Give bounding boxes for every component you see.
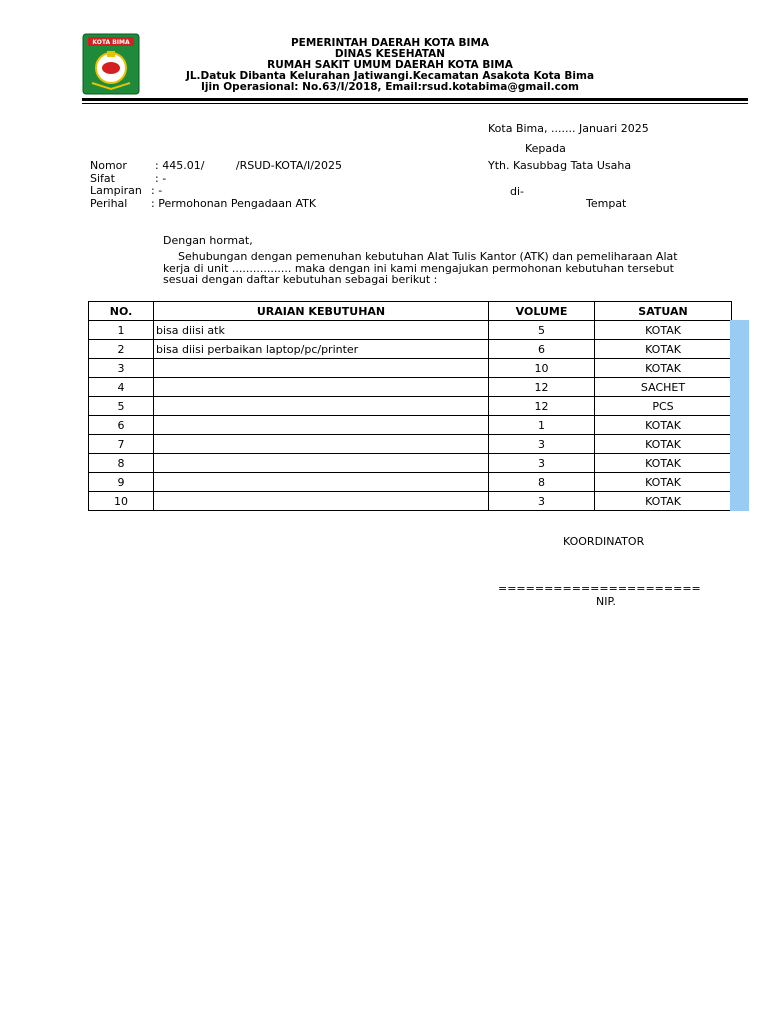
lampiran-label: Lampiran [90, 184, 142, 197]
body-paragraph-line-2: kerja di unit ................. maka dengan ini kami mengajukan permohonan kebutuhan tersebut [163, 262, 674, 275]
table-row [89, 321, 732, 340]
row-number: 7 [89, 435, 154, 454]
lampiran-value: : - [151, 184, 163, 197]
header-government: PEMERINTAH DAERAH KOTA BIMA [290, 37, 490, 49]
table-row [89, 435, 732, 454]
recipient-place: Tempat [586, 197, 627, 210]
row-unit: KOTAK [595, 359, 732, 378]
row-volume: 6 [489, 340, 595, 359]
selection-highlight-bar [730, 320, 749, 511]
date-line: Kota Bima, ....... Januari 2025 [488, 122, 649, 135]
header-rule-thin [82, 103, 748, 104]
sifat-value: : - [155, 172, 167, 185]
table-row [89, 454, 732, 473]
signature-nip: NIP. [596, 595, 616, 608]
kota-bima-logo [82, 33, 140, 95]
row-number: 2 [89, 340, 154, 359]
row-description [154, 492, 489, 511]
recipient-di: di- [510, 185, 525, 198]
row-number: 4 [89, 378, 154, 397]
row-unit: KOTAK [595, 321, 732, 340]
header-volume: VOLUME [489, 302, 595, 321]
row-unit: SACHET [595, 378, 732, 397]
table-header-row [89, 302, 732, 321]
svg-text:KOTA BIMA: KOTA BIMA [92, 39, 130, 46]
header-no: NO. [89, 302, 154, 321]
perihal-label: Perihal [90, 197, 128, 210]
header-rule-thick [82, 98, 748, 101]
header-hospital: RUMAH SAKIT UMUM DAERAH KOTA BIMA [267, 59, 513, 71]
header-address: JL.Datuk Dibanta Kelurahan Jatiwangi.Kecamatan Asakota Kota Bima [185, 70, 595, 82]
row-description [154, 454, 489, 473]
recipient-name: Yth. Kasubbag Tata Usaha [488, 159, 632, 172]
row-volume: 8 [489, 473, 595, 492]
row-number: 3 [89, 359, 154, 378]
row-unit: KOTAK [595, 416, 732, 435]
sifat-label: Sifat [90, 172, 115, 185]
row-unit: KOTAK [595, 492, 732, 511]
perihal-value: : Permohonan Pengadaan ATK [151, 197, 317, 210]
row-description [154, 378, 489, 397]
table-row [89, 378, 732, 397]
row-volume: 3 [489, 492, 595, 511]
header-unit: SATUAN [595, 302, 732, 321]
header-description: URAIAN KEBUTUHAN [154, 302, 489, 321]
row-number: 9 [89, 473, 154, 492]
table-row [89, 359, 732, 378]
row-unit: KOTAK [595, 340, 732, 359]
row-description: bisa diisi atk [154, 321, 489, 340]
table-row [89, 340, 732, 359]
row-number: 10 [89, 492, 154, 511]
table-row [89, 416, 732, 435]
row-volume: 3 [489, 454, 595, 473]
row-unit: KOTAK [595, 435, 732, 454]
row-volume: 5 [489, 321, 595, 340]
header-department: DINAS KESEHATAN [334, 48, 446, 60]
row-description [154, 473, 489, 492]
signature-title: KOORDINATOR [563, 535, 645, 548]
row-description [154, 416, 489, 435]
body-paragraph-line-1: Sehubungan dengan pemenuhan kebutuhan Alat Tulis Kantor (ATK) dan pemeliharaan Alat [178, 250, 678, 263]
table-body [89, 321, 732, 511]
nomor-label: Nomor [90, 159, 127, 172]
row-description: bisa diisi perbaikan laptop/pc/printer [154, 340, 489, 359]
row-description [154, 397, 489, 416]
row-volume: 1 [489, 416, 595, 435]
items-table [88, 301, 732, 511]
nomor-value: : 445.01/ /RSUD-KOTA/I/2025 [155, 159, 342, 172]
row-volume: 10 [489, 359, 595, 378]
row-description [154, 435, 489, 454]
salutation: Dengan hormat, [163, 234, 253, 247]
row-number: 5 [89, 397, 154, 416]
signature-line: ====================== [498, 582, 701, 595]
table-row [89, 492, 732, 511]
row-volume: 3 [489, 435, 595, 454]
row-unit: PCS [595, 397, 732, 416]
row-number: 8 [89, 454, 154, 473]
row-number: 6 [89, 416, 154, 435]
table-row [89, 397, 732, 416]
row-volume: 12 [489, 378, 595, 397]
table-row [89, 473, 732, 492]
row-unit: KOTAK [595, 454, 732, 473]
body-paragraph-line-3: sesuai dengan daftar kebutuhan sebagai berikut : [163, 273, 438, 286]
row-description [154, 359, 489, 378]
row-number: 1 [89, 321, 154, 340]
row-unit: KOTAK [595, 473, 732, 492]
header-license: Ijin Operasional: No.63/I/2018, Email:rsud.kotabima@gmail.com [201, 81, 579, 93]
row-volume: 12 [489, 397, 595, 416]
recipient-kepada: Kepada [525, 142, 566, 155]
